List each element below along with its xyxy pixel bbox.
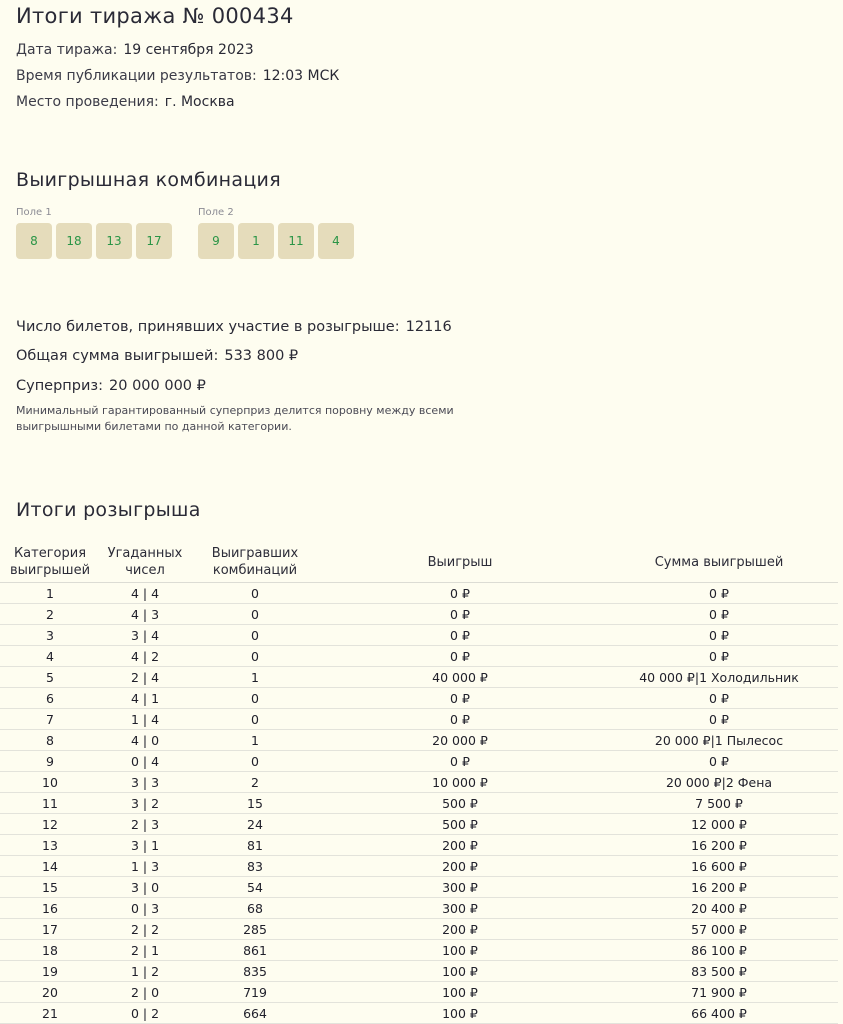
total-winnings	[16, 348, 298, 364]
publish-time-value: 12:03 МСК	[262, 68, 340, 84]
winners-cell: 0	[190, 751, 320, 772]
results-table-body	[0, 583, 838, 1024]
total-cell: 7 500 ₽	[600, 793, 838, 814]
superprize	[16, 378, 206, 394]
draw-date-value: 19 сентября 2023	[123, 42, 254, 58]
results-table	[0, 542, 838, 1024]
draw-date	[16, 42, 254, 58]
table-row	[0, 604, 838, 625]
prize-cell: 500 ₽	[320, 814, 600, 835]
table-row	[0, 751, 838, 772]
category-cell: 7	[0, 709, 100, 730]
total-cell: 83 500 ₽	[600, 961, 838, 982]
guessed-cell: 3 | 1	[100, 835, 190, 856]
winners-cell: 835	[190, 961, 320, 982]
winners-cell: 0	[190, 583, 320, 604]
total-cell: 0 ₽	[600, 625, 838, 646]
prize-cell: 0 ₽	[320, 625, 600, 646]
winners-cell: 861	[190, 940, 320, 961]
winners-cell: 664	[190, 1003, 320, 1024]
superprize-note: Минимальный гарантированный суперприз делится поровну между всеми выигрышными билетами по данной категории.	[16, 404, 454, 433]
guessed-cell: 2 | 2	[100, 919, 190, 940]
category-cell: 4	[0, 646, 100, 667]
total-cell: 57 000 ₽	[600, 919, 838, 940]
prize-cell: 0 ₽	[320, 646, 600, 667]
combination-title: Выигрышная комбинация	[16, 169, 281, 191]
guessed-cell: 4 | 1	[100, 688, 190, 709]
number-ball: 17	[136, 223, 172, 259]
draw-place-value: г. Москва	[164, 94, 235, 110]
total-cell: 71 900 ₽	[600, 982, 838, 1003]
column-header-guessed: Угаданных чисел	[100, 542, 190, 583]
guessed-cell: 4 | 3	[100, 604, 190, 625]
category-cell: 18	[0, 940, 100, 961]
guessed-cell: 1 | 3	[100, 856, 190, 877]
table-row	[0, 583, 838, 604]
table-row	[0, 667, 838, 688]
table-row	[0, 709, 838, 730]
prize-cell: 500 ₽	[320, 793, 600, 814]
number-ball: 1	[238, 223, 274, 259]
winners-cell: 0	[190, 646, 320, 667]
category-cell: 6	[0, 688, 100, 709]
category-cell: 16	[0, 898, 100, 919]
guessed-cell: 2 | 4	[100, 667, 190, 688]
guessed-cell: 4 | 2	[100, 646, 190, 667]
category-cell: 19	[0, 961, 100, 982]
total-cell: 12 000 ₽	[600, 814, 838, 835]
table-row	[0, 772, 838, 793]
total-cell: 86 100 ₽	[600, 940, 838, 961]
category-cell: 5	[0, 667, 100, 688]
total-cell: 40 000 ₽|1 Холодильник	[600, 667, 838, 688]
prize-cell: 100 ₽	[320, 961, 600, 982]
winners-cell: 81	[190, 835, 320, 856]
field1-label: Поле 1	[16, 207, 52, 218]
total-cell: 20 400 ₽	[600, 898, 838, 919]
total-cell: 20 000 ₽|2 Фена	[600, 772, 838, 793]
column-header-total: Сумма выигрышей	[600, 542, 838, 583]
table-row	[0, 961, 838, 982]
winners-cell: 719	[190, 982, 320, 1003]
winners-cell: 83	[190, 856, 320, 877]
guessed-cell: 0 | 4	[100, 751, 190, 772]
winners-cell: 54	[190, 877, 320, 898]
prize-cell: 100 ₽	[320, 1003, 600, 1024]
guessed-cell: 2 | 0	[100, 982, 190, 1003]
winners-cell: 24	[190, 814, 320, 835]
number-ball: 11	[278, 223, 314, 259]
guessed-cell: 0 | 2	[100, 1003, 190, 1024]
column-header-category: Категория выигрышей	[0, 542, 100, 583]
guessed-cell: 2 | 1	[100, 940, 190, 961]
winners-cell: 285	[190, 919, 320, 940]
guessed-cell: 4 | 4	[100, 583, 190, 604]
category-cell: 9	[0, 751, 100, 772]
prize-cell: 0 ₽	[320, 688, 600, 709]
guessed-cell: 1 | 2	[100, 961, 190, 982]
category-cell: 21	[0, 1003, 100, 1024]
total-cell: 0 ₽	[600, 604, 838, 625]
prize-cell: 100 ₽	[320, 940, 600, 961]
category-cell: 17	[0, 919, 100, 940]
superprize-label: Суперприз:	[16, 378, 104, 394]
total-cell: 0 ₽	[600, 583, 838, 604]
category-cell: 20	[0, 982, 100, 1003]
guessed-cell: 1 | 4	[100, 709, 190, 730]
page-title: Итоги тиража № 000434	[16, 4, 294, 28]
table-row	[0, 835, 838, 856]
prize-cell: 100 ₽	[320, 982, 600, 1003]
winners-cell: 2	[190, 772, 320, 793]
category-cell: 11	[0, 793, 100, 814]
table-row	[0, 814, 838, 835]
number-ball: 4	[318, 223, 354, 259]
table-row	[0, 940, 838, 961]
table-row	[0, 625, 838, 646]
category-cell: 8	[0, 730, 100, 751]
field1-balls	[16, 223, 172, 259]
table-row	[0, 898, 838, 919]
table-row	[0, 919, 838, 940]
tickets-count	[16, 319, 452, 335]
prize-cell: 300 ₽	[320, 898, 600, 919]
total-cell: 20 000 ₽|1 Пылесос	[600, 730, 838, 751]
draw-place	[16, 94, 235, 110]
prize-cell: 300 ₽	[320, 877, 600, 898]
guessed-cell: 4 | 0	[100, 730, 190, 751]
table-row	[0, 730, 838, 751]
winners-cell: 68	[190, 898, 320, 919]
total-cell: 66 400 ₽	[600, 1003, 838, 1024]
prize-cell: 0 ₽	[320, 583, 600, 604]
table-row	[0, 646, 838, 667]
winners-cell: 1	[190, 730, 320, 751]
results-title: Итоги розыгрыша	[16, 499, 201, 521]
guessed-cell: 3 | 0	[100, 877, 190, 898]
publish-time	[16, 68, 339, 84]
category-cell: 3	[0, 625, 100, 646]
category-cell: 13	[0, 835, 100, 856]
draw-place-label: Место проведения:	[16, 94, 159, 110]
total-cell: 16 600 ₽	[600, 856, 838, 877]
winners-cell: 15	[190, 793, 320, 814]
table-row	[0, 688, 838, 709]
total-cell: 0 ₽	[600, 751, 838, 772]
prize-cell: 40 000 ₽	[320, 667, 600, 688]
total-cell: 0 ₽	[600, 709, 838, 730]
number-ball: 9	[198, 223, 234, 259]
field2-label: Поле 2	[198, 207, 234, 218]
prize-cell: 10 000 ₽	[320, 772, 600, 793]
category-cell: 1	[0, 583, 100, 604]
prize-cell: 20 000 ₽	[320, 730, 600, 751]
superprize-value: 20 000 000 ₽	[109, 378, 206, 394]
category-cell: 10	[0, 772, 100, 793]
tickets-count-label: Число билетов, принявших участие в розыгрыше:	[16, 319, 400, 335]
prize-cell: 200 ₽	[320, 835, 600, 856]
table-row	[0, 1003, 838, 1024]
total-winnings-value: 533 800 ₽	[224, 348, 299, 364]
total-cell: 16 200 ₽	[600, 877, 838, 898]
guessed-cell: 3 | 4	[100, 625, 190, 646]
guessed-cell: 3 | 3	[100, 772, 190, 793]
table-row	[0, 877, 838, 898]
prize-cell: 0 ₽	[320, 709, 600, 730]
number-ball: 8	[16, 223, 52, 259]
prize-cell: 0 ₽	[320, 604, 600, 625]
winners-cell: 0	[190, 688, 320, 709]
table-row	[0, 856, 838, 877]
field2-balls	[198, 223, 354, 259]
table-row	[0, 793, 838, 814]
number-ball: 18	[56, 223, 92, 259]
prize-cell: 200 ₽	[320, 919, 600, 940]
category-cell: 2	[0, 604, 100, 625]
winners-cell: 0	[190, 709, 320, 730]
category-cell: 12	[0, 814, 100, 835]
total-winnings-label: Общая сумма выигрышей:	[16, 348, 219, 364]
tickets-count-value: 12116	[405, 319, 452, 335]
guessed-cell: 0 | 3	[100, 898, 190, 919]
table-header-row	[0, 542, 838, 583]
prize-cell: 0 ₽	[320, 751, 600, 772]
table-row	[0, 982, 838, 1003]
winners-cell: 0	[190, 625, 320, 646]
number-ball: 13	[96, 223, 132, 259]
category-cell: 15	[0, 877, 100, 898]
prize-cell: 200 ₽	[320, 856, 600, 877]
column-header-prize: Выигрыш	[320, 542, 600, 583]
total-cell: 0 ₽	[600, 688, 838, 709]
column-header-winners: Выигравших комбинаций	[190, 542, 320, 583]
guessed-cell: 3 | 2	[100, 793, 190, 814]
winners-cell: 1	[190, 667, 320, 688]
total-cell: 16 200 ₽	[600, 835, 838, 856]
category-cell: 14	[0, 856, 100, 877]
guessed-cell: 2 | 3	[100, 814, 190, 835]
draw-date-label: Дата тиража:	[16, 42, 118, 58]
winners-cell: 0	[190, 604, 320, 625]
total-cell: 0 ₽	[600, 646, 838, 667]
publish-time-label: Время публикации результатов:	[16, 68, 257, 84]
